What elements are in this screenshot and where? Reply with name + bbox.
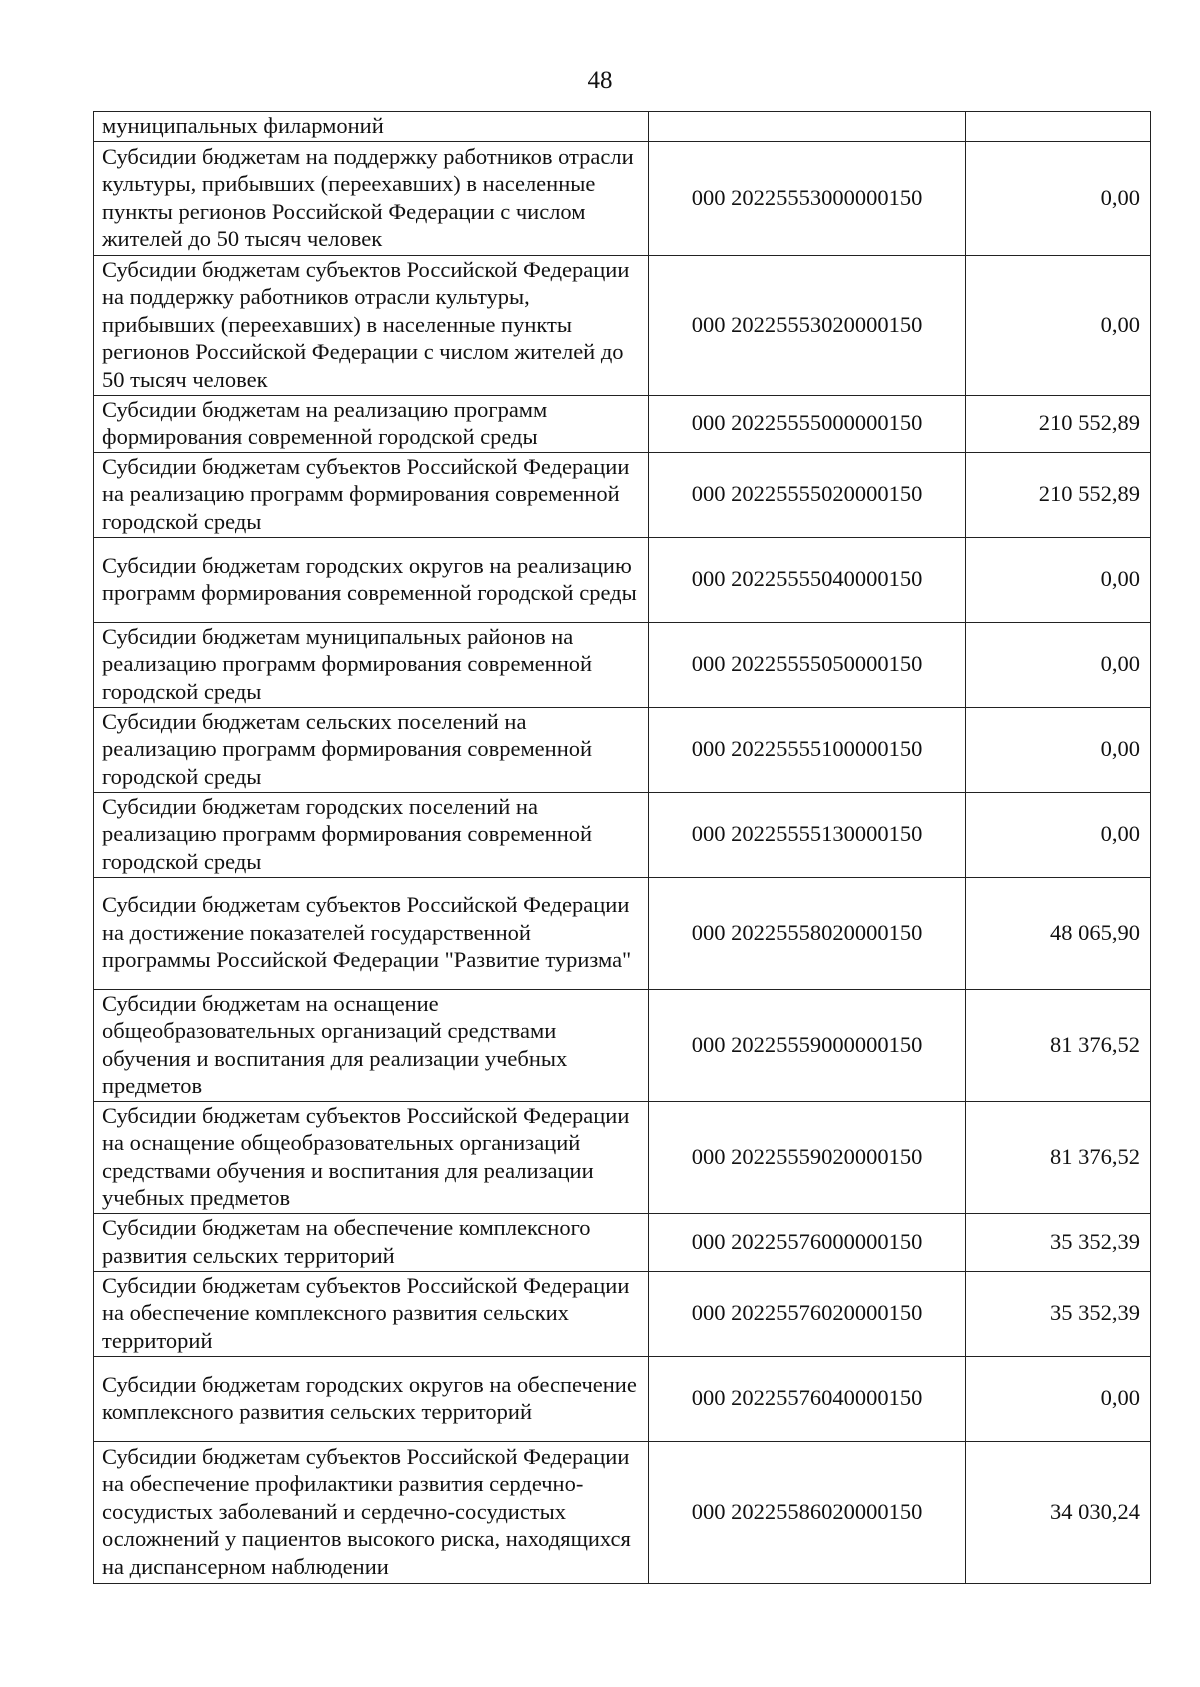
row-amount: 35 352,39 — [966, 1213, 1151, 1271]
row-code — [649, 112, 966, 142]
row-name: Субсидии бюджетам субъектов Российской Федерации на реализацию программ формирования современной городской среды — [94, 452, 649, 537]
table-row — [94, 877, 1151, 989]
row-code: 000 20225576040000150 — [649, 1356, 966, 1441]
table-row — [94, 989, 1151, 1101]
table-row — [94, 792, 1151, 877]
row-amount: 48 065,90 — [966, 877, 1151, 989]
table-row — [94, 707, 1151, 792]
row-amount: 34 030,24 — [966, 1441, 1151, 1583]
row-amount: 0,00 — [966, 707, 1151, 792]
row-name: Субсидии бюджетам муниципальных районов на реализацию программ формирования современной городской среды — [94, 622, 649, 707]
row-name: Субсидии бюджетам субъектов Российской Федерации на достижение показателей государственной программы Российской Федерации "Развитие туризма" — [94, 877, 649, 989]
row-name: Субсидии бюджетам на поддержку работников отрасли культуры, прибывших (переехавших) в населенные пункты регионов Российской Федерации с числом жителей до 50 тысяч человек — [94, 141, 649, 255]
row-name: Субсидии бюджетам городских округов на обеспечение комплексного развития сельских территорий — [94, 1356, 649, 1441]
row-amount: 0,00 — [966, 537, 1151, 622]
table-row — [94, 622, 1151, 707]
row-name: муниципальных филармоний — [94, 112, 649, 142]
row-code: 000 20225555020000150 — [649, 452, 966, 537]
row-name: Субсидии бюджетам субъектов Российской Федерации на обеспечение комплексного развития сельских территорий — [94, 1271, 649, 1356]
row-code: 000 20225555130000150 — [649, 792, 966, 877]
row-amount: 81 376,52 — [966, 989, 1151, 1101]
table-row — [94, 1213, 1151, 1271]
row-code: 000 20225553020000150 — [649, 255, 966, 395]
table-row — [94, 537, 1151, 622]
row-name: Субсидии бюджетам на обеспечение комплексного развития сельских территорий — [94, 1213, 649, 1271]
row-amount: 210 552,89 — [966, 452, 1151, 537]
row-amount: 0,00 — [966, 141, 1151, 255]
row-amount: 0,00 — [966, 622, 1151, 707]
row-amount: 0,00 — [966, 1356, 1151, 1441]
row-code: 000 20225555000000150 — [649, 395, 966, 452]
row-code: 000 20225553000000150 — [649, 141, 966, 255]
table-row — [94, 112, 1151, 142]
table-row — [94, 255, 1151, 395]
row-amount — [966, 112, 1151, 142]
table-row — [94, 1271, 1151, 1356]
table-row — [94, 1441, 1151, 1583]
row-amount: 0,00 — [966, 255, 1151, 395]
table-row — [94, 1101, 1151, 1213]
row-name: Субсидии бюджетам субъектов Российской Федерации на обеспечение профилактики развития сердечно-сосудистых заболеваний и сердечно-сосудистых осложнений у пациентов высокого риска, находящихся на диспансерном наблюдении — [94, 1441, 649, 1583]
row-name: Субсидии бюджетам городских поселений на реализацию программ формирования современной городской среды — [94, 792, 649, 877]
table-row — [94, 395, 1151, 452]
row-name: Субсидии бюджетам субъектов Российской Федерации на поддержку работников отрасли культуры, прибывших (переехавших) в населенные пункты регионов Российской Федерации с числом жителей до 50 тысяч человек — [94, 255, 649, 395]
row-code: 000 20225576000000150 — [649, 1213, 966, 1271]
row-code: 000 20225555050000150 — [649, 622, 966, 707]
page-number: 48 — [587, 67, 613, 94]
row-code: 000 20225555100000150 — [649, 707, 966, 792]
row-amount: 35 352,39 — [966, 1271, 1151, 1356]
row-code: 000 20225559020000150 — [649, 1101, 966, 1213]
table-row — [94, 1356, 1151, 1441]
row-name: Субсидии бюджетам на реализацию программ формирования современной городской среды — [94, 395, 649, 452]
row-amount: 0,00 — [966, 792, 1151, 877]
budget-table — [93, 111, 1151, 1584]
row-name: Субсидии бюджетам на оснащение общеобразовательных организаций средствами обучения и воспитания для реализации учебных предметов — [94, 989, 649, 1101]
table-row — [94, 141, 1151, 255]
row-amount: 210 552,89 — [966, 395, 1151, 452]
row-name: Субсидии бюджетам сельских поселений на реализацию программ формирования современной городской среды — [94, 707, 649, 792]
row-name: Субсидии бюджетам городских округов на реализацию программ формирования современной городской среды — [94, 537, 649, 622]
row-name: Субсидии бюджетам субъектов Российской Федерации на оснащение общеобразовательных организаций средствами обучения и воспитания для реализации учебных предметов — [94, 1101, 649, 1213]
row-code: 000 20225559000000150 — [649, 989, 966, 1101]
row-code: 000 20225558020000150 — [649, 877, 966, 989]
row-code: 000 20225586020000150 — [649, 1441, 966, 1583]
table-row — [94, 452, 1151, 537]
row-code: 000 20225576020000150 — [649, 1271, 966, 1356]
row-code: 000 20225555040000150 — [649, 537, 966, 622]
row-amount: 81 376,52 — [966, 1101, 1151, 1213]
